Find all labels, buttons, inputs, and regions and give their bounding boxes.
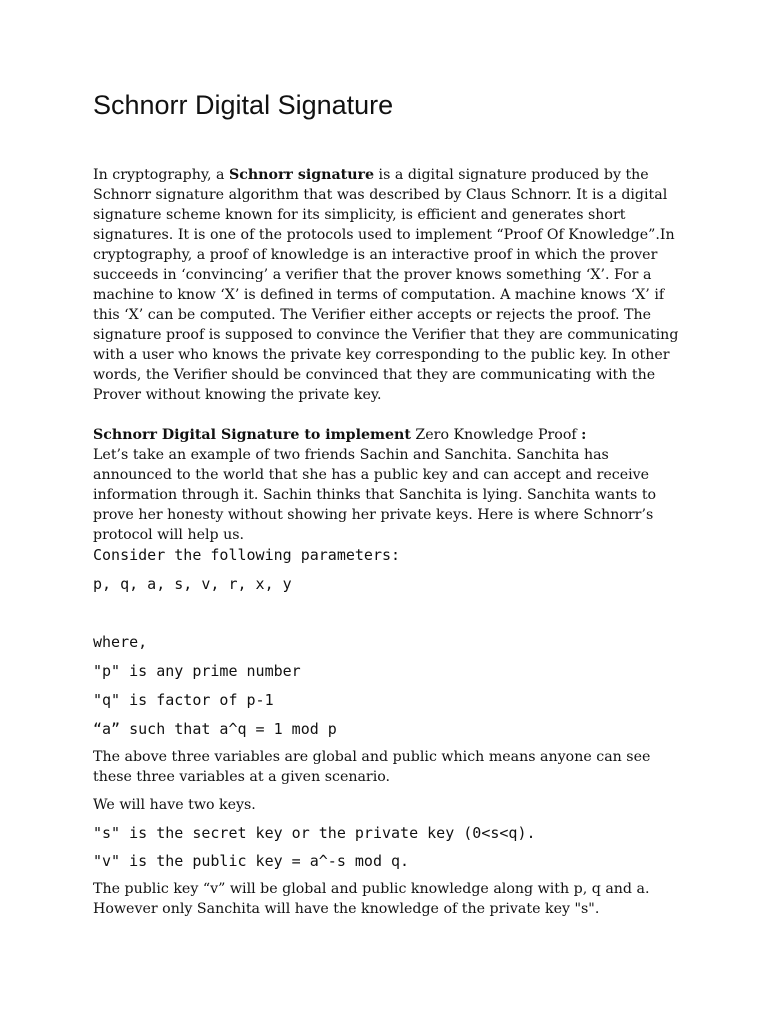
global-variables-paragraph: The above three variables are global and public which means anyone can see these three variables at a given scenario. [93,749,651,785]
section-heading-colon: : [581,427,587,443]
code-a-definition: “a” such that a^q = 1 mod p [93,720,337,738]
code-s-definition: "s" is the secret key or the private key (0<s<q). [93,824,536,842]
code-p-definition: "p" is any prime number [93,662,301,680]
code-q-definition: "q" is factor of p-1 [93,691,274,709]
intro-bold-term: Schnorr signature [228,167,375,183]
public-key-paragraph: The public key “v” will be global and public knowledge along with p, q and a. However only Sanchita will have the knowledge of the private key "s". [93,881,650,917]
two-keys-paragraph: We will have two keys. [93,797,256,813]
document-page [93,88,683,919]
example-paragraph: Let’s take an example of two friends Sachin and Sanchita. Sanchita has announced to the world that she has a public key and can accept and receive information through it. Sachin thinks that Sanchita is lying. Sanchita wants to prove her honesty without showing her private keys. Here is where Schnorr’s protocol will help us. [93,447,657,543]
section-heading [93,425,683,445]
intro-text-after: is a digital signature produced by the Schnorr signature algorithm that was described by Claus Schnorr. It is a digital signature scheme known for its simplicity, is efficient and generates short signatures. It is one of the protocols used to implement “Proof Of Knowledge”.In cryptography, a proof of knowledge is an interactive proof in which the prover succeeds in ‘convincing’ a verifier that the prover knows something ‘X’. For a machine to know ‘X’ is defined in terms of computation. A machine knows ‘X’ if this ‘X’ can be computed. The Verifier either accepts or rejects the proof. The signature proof is supposed to convince the Verifier that they are communicating with a user who knows the private key corresponding to the public key. In other words, the Verifier should be convinced that they are communicating with the Prover without knowing the private key. [93,167,679,403]
intro-text-before: In cryptography, a [93,167,229,183]
section-heading-normal: Zero Knowledge Proof [410,427,582,443]
code-params: p, q, a, s, v, r, x, y [93,575,292,593]
intro-paragraph [93,165,683,405]
code-where: where, [93,633,148,651]
code-consider: Consider the following parameters: [93,546,401,564]
section-heading-bold: Schnorr Digital Signature to implement [93,427,411,443]
page-title: Schnorr Digital Signature [93,90,394,120]
code-v-definition: "v" is the public key = a^-s mod q. [93,852,410,870]
